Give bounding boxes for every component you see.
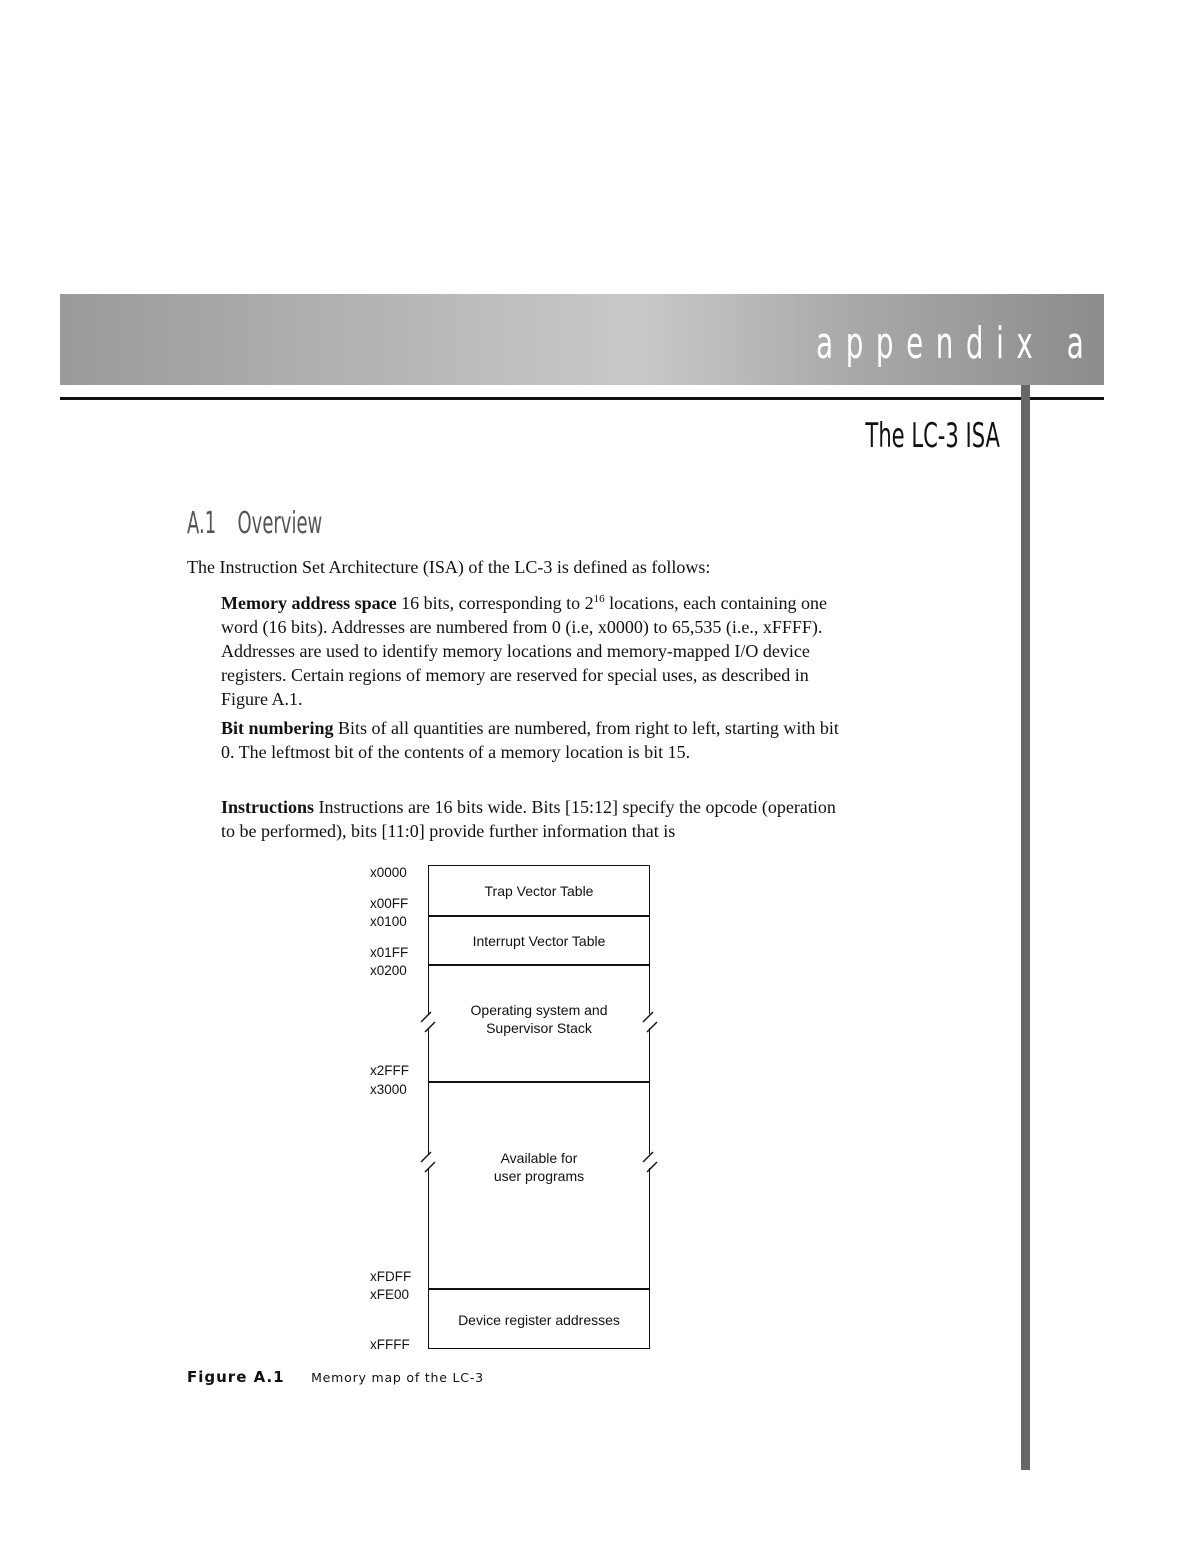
definition-text: 16 bits, corresponding to 2 — [396, 593, 594, 613]
address-label: x0000 — [370, 865, 407, 880]
region-divider — [428, 915, 650, 917]
break-mark-icon — [418, 1010, 438, 1034]
region-label-user-line1: Available for — [500, 1150, 578, 1166]
region-label-os-line1: Operating system and — [470, 1002, 608, 1018]
address-label: x0100 — [370, 914, 407, 929]
horizontal-rule — [60, 397, 1104, 400]
appendix-label: appendix a — [815, 318, 1096, 369]
section-heading — [187, 506, 322, 541]
region-divider — [428, 1081, 650, 1083]
section-number: A.1 — [187, 506, 217, 541]
region-label-device-registers: Device register addresses — [458, 1312, 620, 1328]
address-label: xFFFF — [370, 1337, 410, 1352]
address-label: x2FFF — [370, 1063, 409, 1078]
address-label: xFE00 — [370, 1287, 410, 1302]
definition-bit-numbering — [221, 716, 845, 764]
definition-term: Memory address space — [221, 593, 397, 613]
region-label-trap-vector-table: Trap Vector Table — [484, 883, 594, 899]
intro-paragraph: The Instruction Set Architecture (ISA) of the LC-3 is defined as follows: — [187, 557, 711, 577]
figure-caption-text: Memory map of the LC-3 — [311, 1370, 484, 1385]
region-label-os-line2: Supervisor Stack — [486, 1020, 592, 1036]
address-label: xFDFF — [370, 1269, 412, 1284]
address-label: x3000 — [370, 1082, 407, 1097]
break-mark-icon — [640, 1150, 660, 1174]
figure-number: Figure A.1 — [187, 1368, 285, 1386]
break-mark-icon — [418, 1150, 438, 1174]
definition-memory-address-space — [221, 591, 845, 711]
definition-text: Bits of all quantities are numbered, from right to left, starting with bit 0. The leftmost bit of the contents of a memory location is bit 15. — [221, 718, 839, 762]
address-label: x00FF — [370, 896, 409, 911]
figure-caption — [187, 1368, 484, 1386]
vertical-rule — [1021, 385, 1030, 1470]
definition-instructions — [221, 795, 845, 843]
superscript: 16 — [593, 593, 605, 605]
section-title: Overview — [237, 506, 323, 541]
region-divider — [428, 1288, 650, 1290]
definition-text: locations, each containing one word (16 bits). Addresses are numbered from 0 (i.e, x0000) to 65,535 (i.e., xFFFF). Addresses are used to identify memory locations and memory-mapped I/O device registers. Certain regions of memory are reserved for special uses, as described in Figure A.1. — [221, 593, 828, 709]
address-label: x01FF — [370, 945, 409, 960]
region-label-user-line2: user programs — [493, 1168, 585, 1184]
region-label-interrupt-vector-table: Interrupt Vector Table — [472, 933, 606, 949]
address-label: x0200 — [370, 963, 407, 978]
break-mark-icon — [640, 1010, 660, 1034]
memory-map-figure — [360, 860, 680, 1360]
definition-term: Bit numbering — [221, 718, 334, 738]
definition-text: Instructions are 16 bits wide. Bits [15:12] specify the opcode (operation to be performed), bits [11:0] provide further information that is — [221, 797, 836, 841]
region-divider — [428, 964, 650, 966]
definition-term: Instructions — [221, 797, 315, 817]
chapter-title: The LC-3 ISA — [865, 416, 1000, 456]
